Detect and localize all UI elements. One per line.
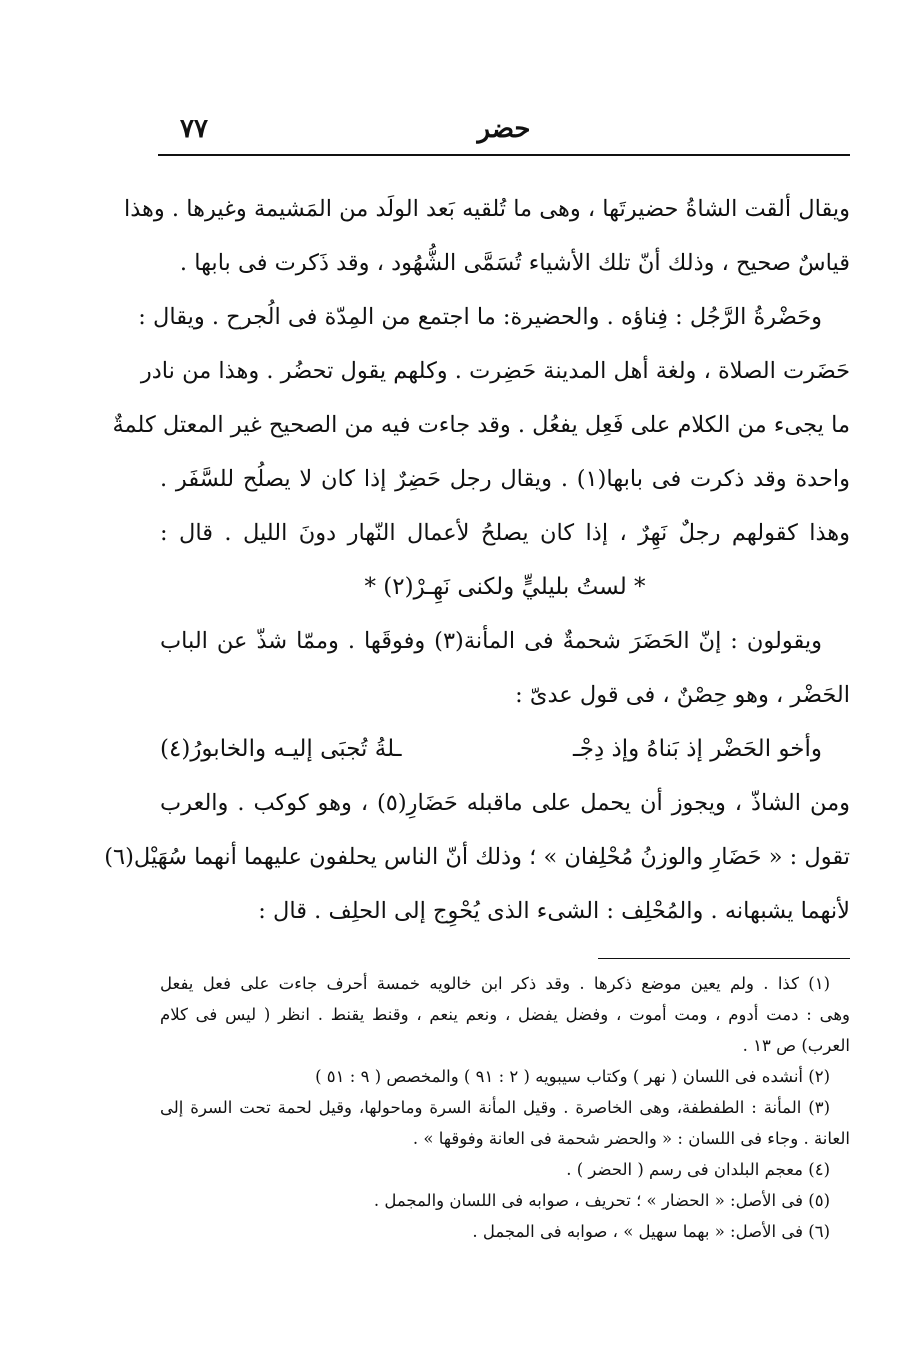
- text-line: واحدة وقد ذكرت فى بابها(١) . ويقال رجل حَضِرٌ إذا كان لا يصلُح للسَّفَر .: [160, 466, 850, 492]
- footnote-line: (١) كذا . ولم يعين موضع ذكرها . وقد ذكر ابن خالويه خمسة أحرف جاءت على فعل يفعل: [160, 974, 830, 993]
- footnote-line: (٢) أنشده فى اللسان ( نهر ) وكتاب سيبويه ( ٢ : ٩١ ) والمخصص ( ٩ : ٥١ ): [315, 1067, 830, 1086]
- header-rule: [158, 154, 850, 156]
- footnotes: [160, 968, 850, 1247]
- footnote-line: العرب) ص ١٣ .: [742, 1036, 850, 1055]
- poetry-verse: [160, 722, 850, 776]
- poetry-line: * لستُ بليليٍّ ولكنى نَهِـرْ(٢) *: [364, 574, 646, 600]
- main-text: [104, 182, 850, 938]
- footnote-line: العانة . وجاء فى اللسان : « والحضر شحمة فى العانة وفوقها » .: [412, 1129, 850, 1148]
- verse-first-hemistich: وأخو الحَضْر إذ بَناهُ وإذ دِجْـ: [572, 736, 822, 762]
- text-line: وهذا كقولهم رجلٌ نَهِرٌ ، إذا كان يصلحُ لأعمال النّهار دونَ الليل . قال :: [160, 520, 850, 546]
- page-header: [158, 108, 850, 152]
- text-line: ويقولون : إنّ الحَضَرَ شحمةٌ فى المأنة(٣) وفوقَها . وممّا شذّ عن الباب: [160, 628, 822, 654]
- running-head: حضر: [477, 114, 531, 144]
- text-line: ومن الشاذّ ، ويجوز أن يحمل على ماقبله حَضَارِ(٥) ، وهو كوكب . والعرب: [160, 790, 850, 816]
- verse-second-hemistich: ـلةُ تُجبَى إليـه والخابورُ(٤): [160, 736, 402, 762]
- page-number: ٧٧: [180, 114, 208, 144]
- text-line: ويقال ألقت الشاةُ حضيرتَها ، وهى ما تُلقيه بَعد الولَد من المَشيمة وغيرها . وهذا: [123, 196, 850, 222]
- text-line: ما يجىء من الكلام على فَعِل يفعُل . وقد جاءت فيه من الصحيح غير المعتل كلمةٌ: [112, 412, 850, 438]
- text-line: الحَضْر ، وهو حِصْنٌ ، فى قول عدىّ :: [515, 682, 850, 708]
- footnote-line: (٣) المأنة : الطفطفة، وهى الخاصرة . وقيل المأنة السرة وماحولها، وقيل لحمة تحت السرة إلى: [160, 1098, 830, 1117]
- text-line: حَضَرت الصلاة ، ولغة أهل المدينة حَضِرت . وكلهم يقول تحضُر . وهذا من نادر: [140, 358, 850, 384]
- footnote-rule: [598, 958, 850, 959]
- text-line: قياسٌ صحيح ، وذلك أنّ تلك الأشياء تُسَمَّى الشُّهُود ، وقد ذَكرت فى بابها .: [179, 250, 850, 276]
- footnote-line: (٥) فى الأصل: « الحضار » ؛ تحريف ، صوابه فى اللسان والمجمل .: [373, 1191, 830, 1210]
- footnote-line: وهى : دمت أدوم ، ومت أموت ، وفضل يفضل ، ونعم ينعم ، وقنط يقنط . انظر ( ليس فى كلام: [160, 1005, 850, 1024]
- text-line: تقول : « حَضَارِ والوزنُ مُحْلِفان » ؛ وذلك أنّ الناس يحلفون عليهما أنهما سُهَيْل(٦): [104, 844, 850, 870]
- footnote-line: (٤) معجم البلدان فى رسم ( الحضر ) .: [566, 1160, 830, 1179]
- footnote-line: (٦) فى الأصل: « بهما سهيل » ، صوابه فى المجمل .: [472, 1222, 830, 1241]
- text-line: وحَضْرةُ الرَّجُل : فِناؤه . والحضيرة: ما اجتمع من المِدّة فى الُجرح . ويقال :: [138, 304, 822, 330]
- text-line: لأنهما يشبهانه . والمُحْلِف : الشىء الذى يُحْوِج إلى الحلِف . قال :: [258, 898, 850, 924]
